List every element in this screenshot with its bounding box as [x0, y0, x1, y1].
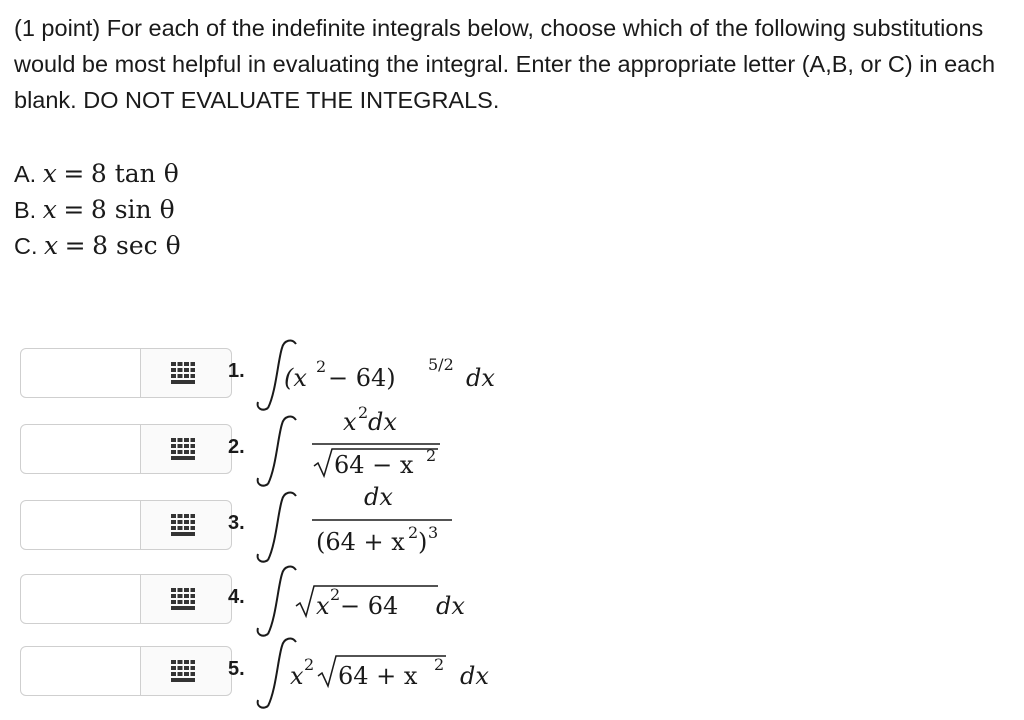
option-b	[14, 192, 181, 228]
integral-sign	[258, 493, 296, 562]
p1-rest: − 64)	[328, 364, 396, 392]
option-a	[14, 156, 181, 192]
option-eq: =	[63, 195, 85, 224]
instructions-text: (1 point) For each of the indefinite integrals below, choose which of the following substitutions would be most helpful in evaluating the integral. Enter the appropriate letter (A,B, or C) in each blank. DO NOT EVALUATE THE INTEGRALS.	[14, 15, 996, 113]
p2-num-sq: 2	[358, 403, 369, 422]
symbol-picker-button[interactable]	[140, 574, 232, 624]
grid-icon	[171, 438, 195, 460]
answer-field[interactable]	[20, 574, 141, 624]
symbol-picker-button[interactable]	[140, 424, 232, 474]
p5-pre: x	[290, 662, 304, 690]
p2-den-sq: 2	[426, 446, 437, 465]
integral-expression-1	[248, 336, 548, 416]
answer-input-3[interactable]	[21, 501, 140, 549]
integral-expression-4	[248, 562, 548, 642]
answer-input-5[interactable]	[21, 647, 140, 695]
option-eq: =	[63, 159, 85, 188]
p5-dx: dx	[460, 662, 489, 690]
answer-field[interactable]	[20, 348, 141, 398]
integral-expression-3	[248, 483, 548, 568]
answer-field[interactable]	[20, 646, 141, 696]
option-rhs: 8 tan θ	[90, 159, 179, 188]
p4-rad-rest: − 64	[340, 592, 399, 620]
option-rhs: 8 sin θ	[90, 195, 175, 224]
problem-number: 3.	[228, 512, 245, 534]
answer-input-1[interactable]	[21, 349, 140, 397]
integral-sign	[258, 417, 296, 486]
option-eq: =	[64, 231, 86, 260]
problem-number: 2.	[228, 436, 245, 458]
substitution-options	[14, 156, 181, 264]
symbol-picker-button[interactable]	[140, 500, 232, 550]
option-letter: C.	[14, 233, 38, 259]
problem-number: 1.	[228, 360, 245, 382]
p5-rad: 64 + x	[338, 662, 418, 690]
answer-field[interactable]	[20, 500, 141, 550]
integral-sign	[258, 567, 296, 636]
p1-sq: 2	[316, 357, 327, 376]
problem-number: 5.	[228, 658, 245, 680]
p1-dx: dx	[466, 364, 495, 392]
p4-dx: dx	[436, 592, 465, 620]
option-letter: B.	[14, 197, 37, 223]
answer-field[interactable]	[20, 424, 141, 474]
p2-den: 64 − x	[334, 451, 414, 479]
p3-den-sq: 2	[408, 523, 419, 542]
p3-den-close: )	[418, 528, 428, 556]
p3-den: (64 + x	[316, 528, 405, 556]
p4-rad-sq: 2	[330, 585, 341, 604]
option-var: x	[42, 159, 57, 188]
integral-expression-5	[248, 634, 548, 714]
grid-icon	[171, 362, 195, 384]
p4-rad: x	[316, 592, 330, 620]
answer-input-2[interactable]	[21, 425, 140, 473]
problem-number: 4.	[228, 586, 245, 608]
p2-num: x	[343, 408, 357, 436]
p3-den-exp: 3	[428, 523, 439, 542]
symbol-picker-button[interactable]	[140, 646, 232, 696]
option-letter: A.	[14, 161, 37, 187]
grid-icon	[171, 514, 195, 536]
p5-rad-sq: 2	[434, 655, 445, 674]
p2-num-dx: dx	[368, 408, 397, 436]
symbol-picker-button[interactable]	[140, 348, 232, 398]
p3-num: dx	[364, 483, 393, 511]
p1-exp: 5/2	[428, 355, 454, 374]
grid-icon	[171, 660, 195, 682]
integral-expression-2	[248, 403, 548, 492]
grid-icon	[171, 588, 195, 610]
option-var: x	[42, 195, 57, 224]
option-c	[14, 228, 181, 264]
p5-pre-sq: 2	[304, 655, 315, 674]
option-var: x	[44, 231, 59, 260]
p1-base: (x	[284, 364, 307, 392]
answer-input-4[interactable]	[21, 575, 140, 623]
option-rhs: 8 sec θ	[92, 231, 181, 260]
